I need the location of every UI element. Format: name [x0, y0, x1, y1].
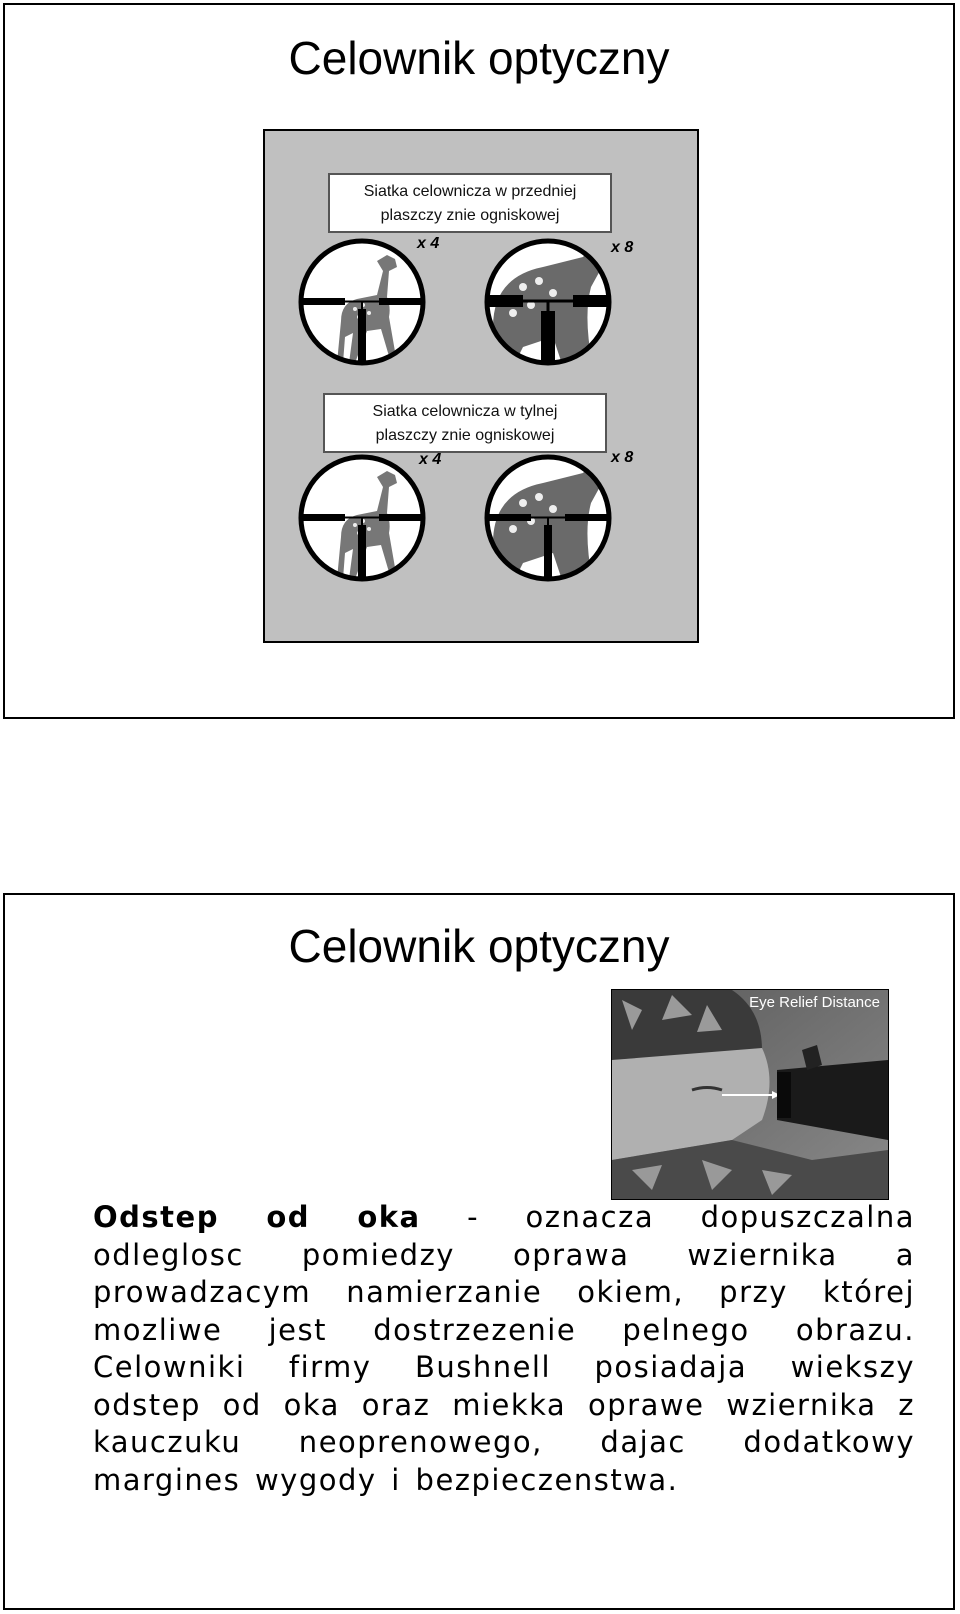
scope-view-rear-x4 — [297, 453, 427, 583]
eye-relief-photo — [611, 989, 889, 1200]
slide-2 — [3, 893, 955, 1610]
eye-relief-label: Eye Relief Distance — [749, 994, 880, 1011]
body-paragraph — [93, 1199, 915, 1499]
slide-title: Celownik optyczny — [288, 32, 670, 84]
body-lead-term: Odstep od oka — [93, 1200, 421, 1234]
zoom-label-rear-low: x 4 — [419, 451, 442, 468]
reticle-comparison-figure — [263, 129, 699, 643]
front-focal-plane-caption: Siatka celownicza w przedniej plaszczy znie ogniskowej — [328, 173, 612, 233]
zoom-label-rear-high: x 8 — [611, 449, 634, 466]
slide-title: Celownik optyczny — [288, 920, 670, 972]
scope-view-front-x8 — [483, 237, 613, 367]
zoom-label-front-low: x 4 — [417, 235, 440, 252]
shooter-with-scope-image — [612, 990, 888, 1199]
scope-view-rear-x8 — [483, 453, 613, 583]
zoom-label-front-high: x 8 — [611, 239, 634, 256]
scope-view-front-x4 — [297, 237, 427, 367]
slide-1 — [3, 3, 955, 719]
rear-focal-plane-caption: Siatka celownicza w tylnej plaszczy znie ogniskowej — [323, 393, 607, 453]
body-description: - oznacza dopuszczalna odleglosc pomiedzy oprawa wziernika a prowadzacym namierzanie okiem, przy której mozliwe jest dostrzezenie pelnego obrazu. Celowniki firmy Bushnell posiadaja wiekszy odstep od oka oraz miekka oprawe wziernika z kauczuku neoprenowego, dajac dodatkowy margines wygody i bezpieczenstwa. — [93, 1200, 915, 1497]
